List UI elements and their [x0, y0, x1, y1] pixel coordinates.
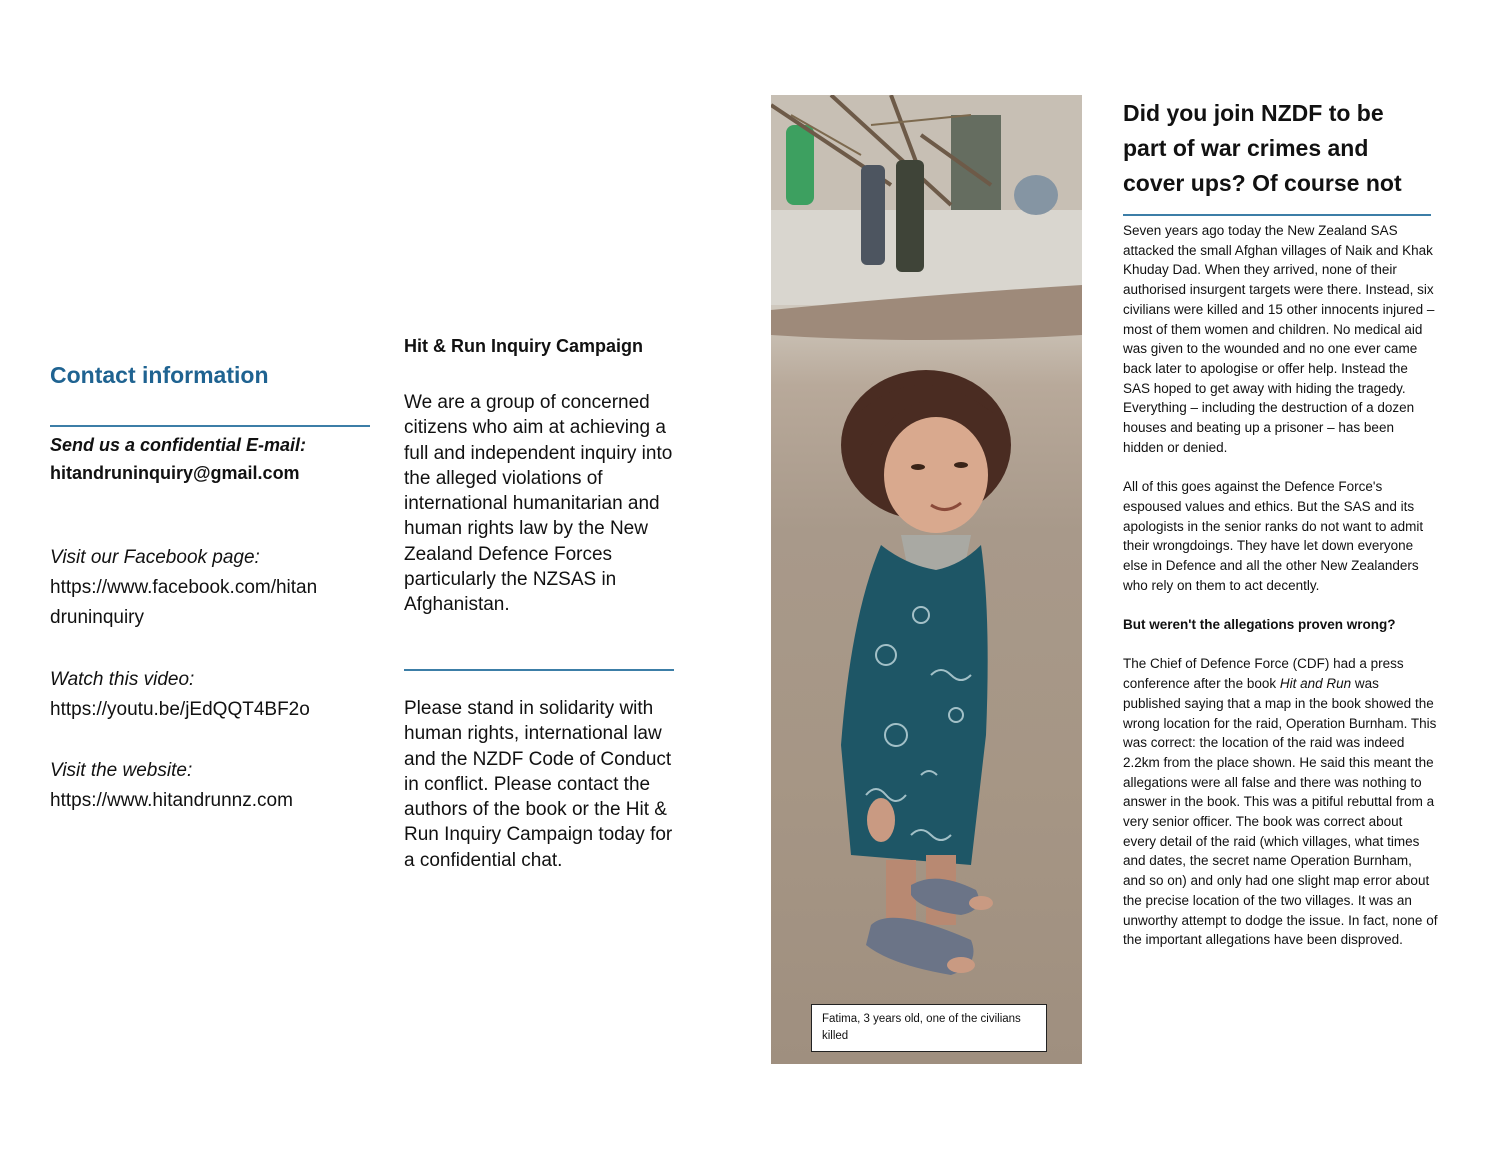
email-label: Send us a confidential E-mail:: [50, 435, 307, 455]
article-headline: Did you join NZDF to be part of war crimes and cover ups? Of course not: [1123, 100, 1402, 196]
book-title: Hit and Run: [1279, 676, 1352, 692]
facebook-link[interactable]: [50, 573, 370, 633]
email-link[interactable]: hitandruninquiry@gmail.com: [50, 463, 300, 483]
website-label: Visit the website:: [50, 760, 193, 781]
article-body: [1123, 221, 1438, 950]
facebook-url-line2: druninquiry: [50, 607, 144, 628]
article-paragraph-2: All of this goes against the Defence Force's espoused values and ethics. But the SAS and its apologists in the senior ranks do not want to admit their wrongdoings. They have let down everyone else in Defence and all the other New Zealanders who rely on them to act decently.: [1123, 479, 1424, 593]
video-block: [50, 665, 370, 725]
article-divider: [1123, 214, 1431, 216]
contact-title: Contact information: [50, 362, 269, 388]
facebook-url-line1: https://www.facebook.com/hitan: [50, 577, 318, 598]
photo-caption: Fatima, 3 years old, one of the civilians killed: [811, 1004, 1047, 1052]
video-label: Watch this video:: [50, 669, 195, 690]
email-block: [50, 431, 370, 487]
article-subheading: But weren't the allegations proven wrong?: [1123, 617, 1396, 633]
contact-divider: [50, 425, 370, 427]
campaign-appeal: Please stand in solidarity with human rights, international law and the NZDF Code of Conduct in conflict. Please contact the authors of the book or the Hit & Run Inquiry Campaign today for a confidential chat.: [404, 698, 673, 871]
campaign-divider: [404, 669, 674, 671]
article-paragraph-1: Seven years ago today the New Zealand SAS attacked the small Afghan villages of Naik and Khak Khuday Dad. When they arrived, none of their authorised insurgent targets were there. Instead, six civilians were killed and 15 other innocents injured – most of them women and children. No medical aid was given to the wounded and no one ever came back later to apologise or offer help. Instead the SAS hoped to get away with hiding the tragedy. Everything – including the destruction of a dozen houses and beating up a prisoner – has been hidden or denied.: [1123, 223, 1435, 455]
photo-fatima: [771, 95, 1082, 1064]
paragraph-3-after: was published saying that a map in the book showed the wrong location for the raid, Operation Burnham. This was correct: the location of the raid was indeed 2.2km from the place shown. He said this meant the allegations were all false and there was nothing to answer in the book. This was a pitiful rebuttal from a very senior officer. The book was correct about every detail of the raid (which villages, what times and dates, the secret name Operation Burnham, and so on) and only had one slight map error about the precise location of the two villages. It was an unworthy attempt to dodge the issue. In fact, none of the important allegations have been disproved.: [1123, 676, 1438, 948]
campaign-intro: We are a group of concerned citizens who aim at achieving a full and independent inquiry into the alleged violations of international humanitarian and human rights law by the New Zealand Defence Forces particularly the NZSAS in Afghanistan.: [404, 392, 673, 616]
website-block: [50, 756, 370, 816]
video-link[interactable]: https://youtu.be/jEdQQT4BF2o: [50, 699, 310, 720]
campaign-heading: Hit & Run Inquiry Campaign: [404, 336, 644, 356]
facebook-block: [50, 543, 370, 633]
photo-illustration: [771, 95, 1082, 1064]
paragraph-3-before: The Chief of Defence Force (CDF) had a press conference after the book: [1123, 656, 1404, 692]
facebook-label: Visit our Facebook page:: [50, 547, 260, 568]
article-paragraph-3: [1123, 654, 1438, 950]
website-link[interactable]: https://www.hitandrunnz.com: [50, 790, 293, 811]
